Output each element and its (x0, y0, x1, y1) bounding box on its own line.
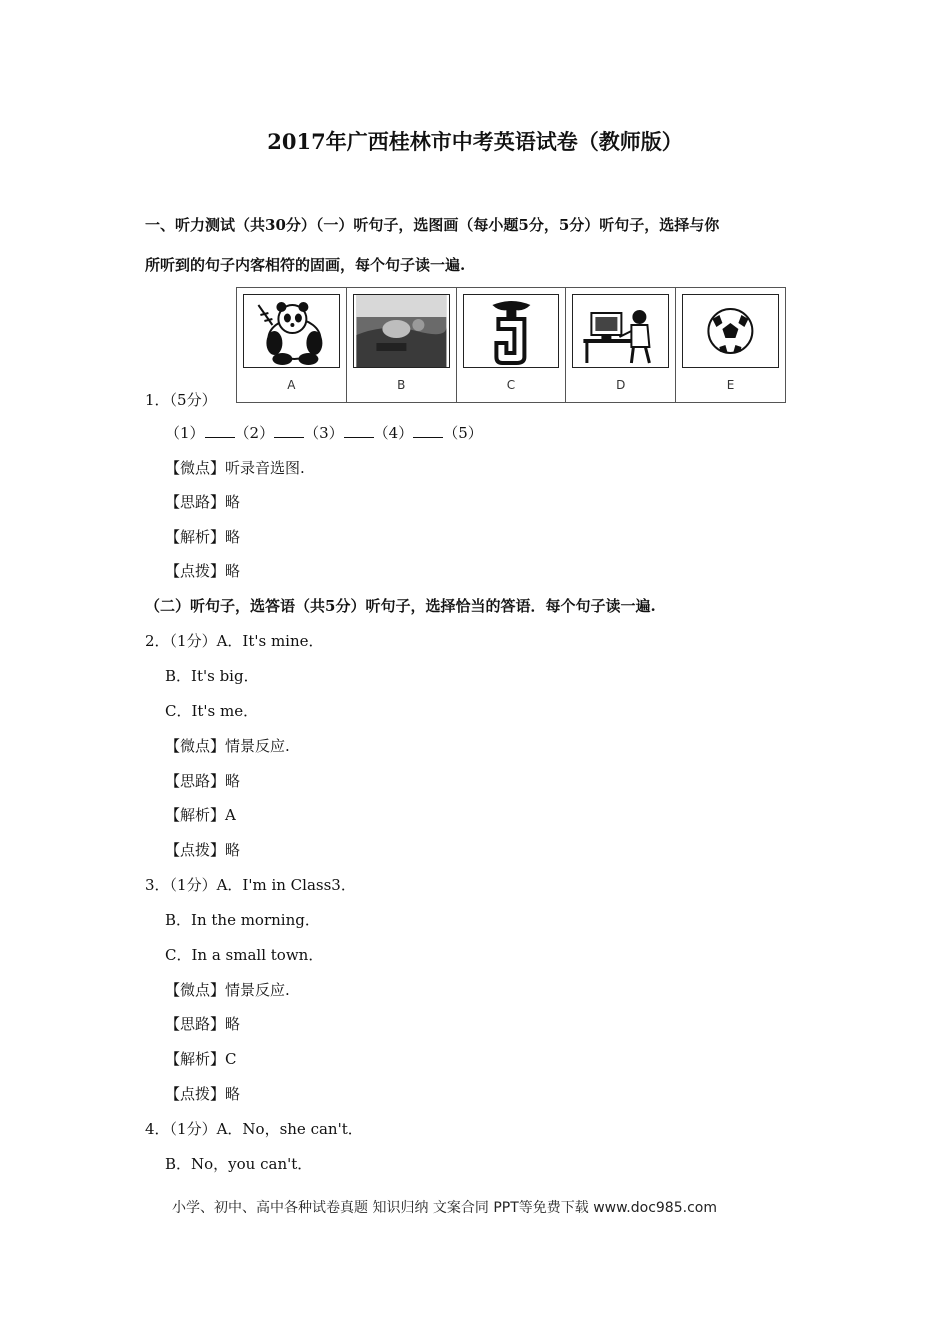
blank-1[interactable] (205, 425, 235, 438)
picture-label-b: B (397, 378, 406, 392)
q1-weidian: 【微点】听录音选图. (165, 459, 305, 477)
picture-choice-b (347, 288, 457, 402)
sign-icon (463, 294, 560, 368)
blank-label-4: （4） (373, 424, 414, 442)
picture-choice-a (237, 288, 347, 402)
soccer-ball-icon (682, 294, 779, 368)
q4-option-a: 4．（1分）A．No，she can't． (145, 1120, 363, 1138)
q1-silu: 【思路】略 (165, 493, 241, 511)
q3-silu: 【思路】略 (165, 1015, 241, 1033)
picture-choice-e (676, 288, 785, 402)
blank-label-3: （3） (304, 424, 344, 442)
picture-choice-c (457, 288, 567, 402)
page-title: 2017年广西桂林市中考英语试卷（教师版） (267, 129, 683, 154)
footer-text: 小学、初中、高中各种试卷真题 知识归纳 文案合同 PPT等免费下载 www.doc985.com (172, 1200, 717, 1216)
computer-boy-icon (572, 294, 669, 368)
q3-option-a: 3．（1分）A．I'm in Class3． (145, 876, 356, 894)
picture-label-d: D (616, 378, 626, 392)
panda-icon (243, 294, 340, 368)
photo-icon (353, 294, 450, 368)
blank-label-2: （2） (234, 424, 275, 442)
picture-choice-d (566, 288, 676, 402)
q2-jiexi: 【解析】A (165, 806, 236, 824)
q3-option-c: C．In a small town． (165, 946, 324, 964)
q1-number: 1．（5分） (145, 391, 217, 409)
blank-label-5: （5） (443, 424, 483, 442)
blank-label-1: （1） (165, 424, 205, 442)
picture-choices-strip (236, 287, 786, 403)
section1-heading-line2: 所听到的句子内客相符的固画，每个句子读一遍. (145, 256, 466, 274)
q2-option-a: 2．（1分）A．It's mine． (145, 632, 324, 650)
picture-label-a: A (287, 378, 296, 392)
q4-option-b: B．No，you can't． (165, 1155, 313, 1173)
q2-option-b: B．It's big． (165, 667, 259, 685)
q1-jiexi: 【解析】略 (165, 528, 241, 546)
q2-weidian: 【微点】情景反应. (165, 737, 290, 755)
q2-dianbo: 【点拨】略 (165, 841, 241, 859)
section1-heading-line1: 一、听力测试（共30分）（一）听句子，选图画（每小题5分，5分）听句子，选择与你 (145, 216, 720, 234)
q3-dianbo: 【点拨】略 (165, 1085, 241, 1103)
blank-2[interactable] (274, 425, 304, 438)
q2-option-c: C．It's me． (165, 702, 259, 720)
picture-label-e: E (726, 378, 735, 392)
q3-jiexi: 【解析】C (165, 1050, 237, 1068)
q1-dianbo: 【点拨】略 (165, 562, 241, 580)
section2-heading: （二）听句子，选答语（共5分）听句子，选择恰当的答语．每个句子读一遍. (145, 597, 656, 615)
blank-4[interactable] (413, 425, 443, 438)
blank-3[interactable] (344, 425, 374, 438)
q2-silu: 【思路】略 (165, 772, 241, 790)
picture-label-c: C (506, 378, 516, 392)
q3-weidian: 【微点】情景反应. (165, 981, 290, 999)
q3-option-b: B．In the morning． (165, 911, 320, 929)
q1-blanks-row (165, 422, 483, 443)
